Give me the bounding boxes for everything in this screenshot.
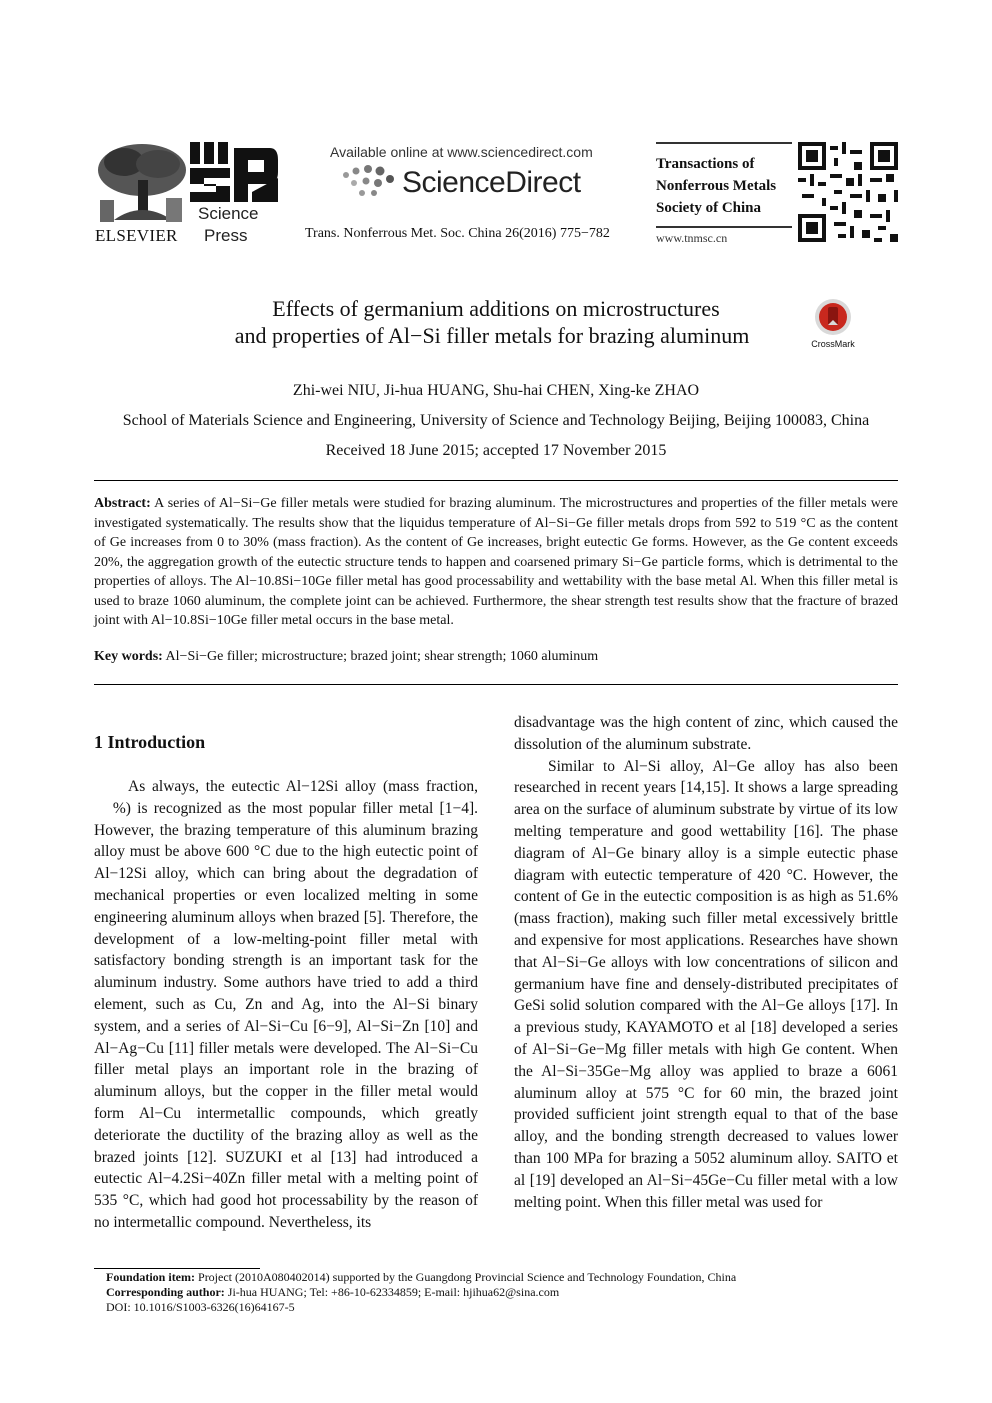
paragraph: disadvantage was the high content of zinc, which caused the dissolution of the aluminum substrate. (514, 714, 898, 753)
foundation-text: Project (2010A080402014) supported by the Guangdong Provincial Science and Technology Foundation, China (195, 1270, 737, 1284)
left-column (94, 776, 478, 1234)
article-title-line1: Effects of germanium additions on microstructures (272, 296, 720, 321)
paragraph: As always, the eutectic Al−12Si alloy (mass fraction, %) is recognized as the most popular filler metal [1−4]. However, the brazing temperature of this aluminum brazing alloy must be above 600 °C due to the high eutectic point of Al−12Si alloy, which can bring about the degradation of mechanical properties or even localized melting in some engineering aluminum alloys when brazed [5]. Therefore, the development of a low-melting-point filler metal with satisfactory bonding strength is an important task for the aluminum industry. Some authors have tried to add a third element, such as Cu, Zn and Ag, into the Al−Si binary system, and a series of Al−Si−Cu [6−9], Al−Si−Zn [10] and Al−Ag−Cu [11] filler metals were developed. The Al−Si−Cu filler metal plays an important role in the brazing of aluminum alloys, but the copper in the filler metal would form Al−Cu intermetallic compounds, which greatly deteriorate the ductility of the brazing alloy as well as the brazed joints [12]. SUZUKI et al [13] had introduced a eutectic Al−4.2Si−40Zn filler metal with a melting point of 535 °C, which had good hot processability by the reason of no intermetallic compound. Nevertheless, its (94, 778, 478, 1231)
received-dates: Received 18 June 2015; accepted 17 November 2015 (325, 442, 667, 459)
crossmark-icon[interactable] (810, 298, 856, 349)
keywords-text: Al−Si−Ge filler; microstructure; brazed joint; shear strength; 1060 aluminum (162, 649, 599, 664)
abstract-text: A series of Al−Si−Ge filler metals were studied for brazing aluminum. The microstructures and properties of the filler metals were investigated systematically. The results show that the liquidus temperature of Al−Si−Ge filler metals drops from 592 to 519 °C as the content of Ge increases from 0 to 30% (mass fraction). As the content of Ge increases, bright eutectic Ge forms. However, as the Ge content exceeds 20%, the aggregation growth of the eutectic structure tends to happen and coarsened primary Si−Ge particle forms, which is detrimental to the properties of alloys. The Al−10.8Si−10Ge filler metal has good processability and wettability with the base metal Al. When this filler metal is used to braze 1060 aluminum, the complete joint can be achieved. Furthermore, the shear strength test results show that the fracture of brazed joint with Al−10.8Si−10Ge filler metal occurs in the base metal. (94, 496, 898, 628)
science-press-line2: Press (204, 226, 248, 245)
corresponding-footnote (106, 1285, 736, 1300)
foundation-footnote (106, 1270, 736, 1285)
divider (94, 684, 898, 685)
footnotes (106, 1270, 736, 1315)
sciencedirect-wordmark: ScienceDirect (402, 166, 581, 199)
divider (656, 226, 792, 228)
right-column (514, 712, 898, 1213)
section-heading: 1 Introduction (94, 732, 206, 752)
journal-reference: Trans. Nonferrous Met. Soc. China 26(2016) 775−782 (305, 226, 610, 241)
authors: Zhi-wei NIU, Ji-hua HUANG, Shu-hai CHEN, Xing-ke ZHAO (292, 382, 700, 399)
keywords-label: Key words: (94, 649, 163, 664)
footnote-divider (94, 1268, 260, 1269)
elsevier-wordmark: ELSEVIER (95, 226, 178, 245)
abstract-label: Abstract: (94, 496, 151, 511)
qr-code-icon (798, 142, 898, 242)
journal-title-line: Nonferrous Metals (656, 178, 777, 194)
available-online-text: Available online at www.sciencedirect.com (330, 144, 593, 160)
divider (656, 142, 792, 144)
journal-url: www.tnmsc.cn (656, 231, 728, 245)
keywords (94, 649, 898, 665)
affiliation: School of Materials Science and Engineering, University of Science and Technology Beijing, Beijing 100083, China (122, 412, 870, 429)
journal-title-line: Transactions of (656, 156, 755, 172)
journal-title-box (656, 142, 792, 244)
journal-title-line: Society of China (656, 200, 761, 216)
foundation-label: Foundation item: (106, 1270, 196, 1284)
doi: DOI: 10.1016/S1003-6326(16)64167-5 (106, 1300, 295, 1314)
abstract (94, 494, 898, 631)
corresponding-text: Ji-hua HUANG; Tel: +86-10-62334859; E-mail: hjihua62@sina.com (224, 1285, 560, 1299)
article-title-line2: and properties of Al−Si filler metals for brazing aluminum (234, 323, 750, 348)
science-press-line1: Science (198, 204, 259, 223)
paragraph: Similar to Al−Si alloy, Al−Ge alloy has also been researched in recent years [14,15]. It shows a large spreading area on the surface of aluminum substrate by virtue of its low melting temperature and good wettability [16]. The phase diagram of Al−Ge binary alloy is a simple eutectic phase diagram with eutectic temperature of 420 °C. However, the content of Ge in the eutectic composition is as high as 51.6% (mass fraction), making such filler metal excessively brittle and expensive for most applications. Researches have shown that Al−Si−Ge alloys with low concentrations of silicon and germanium have fine and densely-distributed precipitates of GeSi solid solution compared with the Al−Ge alloys [17]. In a previous study, KAYAMOTO et al [18] developed a series of Al−Si−Ge−Mg filler metals with high Ge content. When the Al−Si−35Ge−Mg alloy was applied to braze a 6061 aluminum alloy at 575 °C for 60 min, the brazed joint provided sufficient joint strength equal to that of the base alloy, and the bonding strength decreased to values lower than 100 MPa for brazing a 5052 aluminum alloy. SAITO et al [19] developed an Al−Si−45Ge−Cu filler metal with a low melting point. When this filler metal was used for (514, 757, 898, 1211)
crossmark-label: CrossMark (811, 339, 855, 349)
corresponding-label: Corresponding author: (106, 1285, 225, 1299)
sciencedirect-dots-icon (340, 163, 398, 199)
divider (94, 480, 898, 481)
